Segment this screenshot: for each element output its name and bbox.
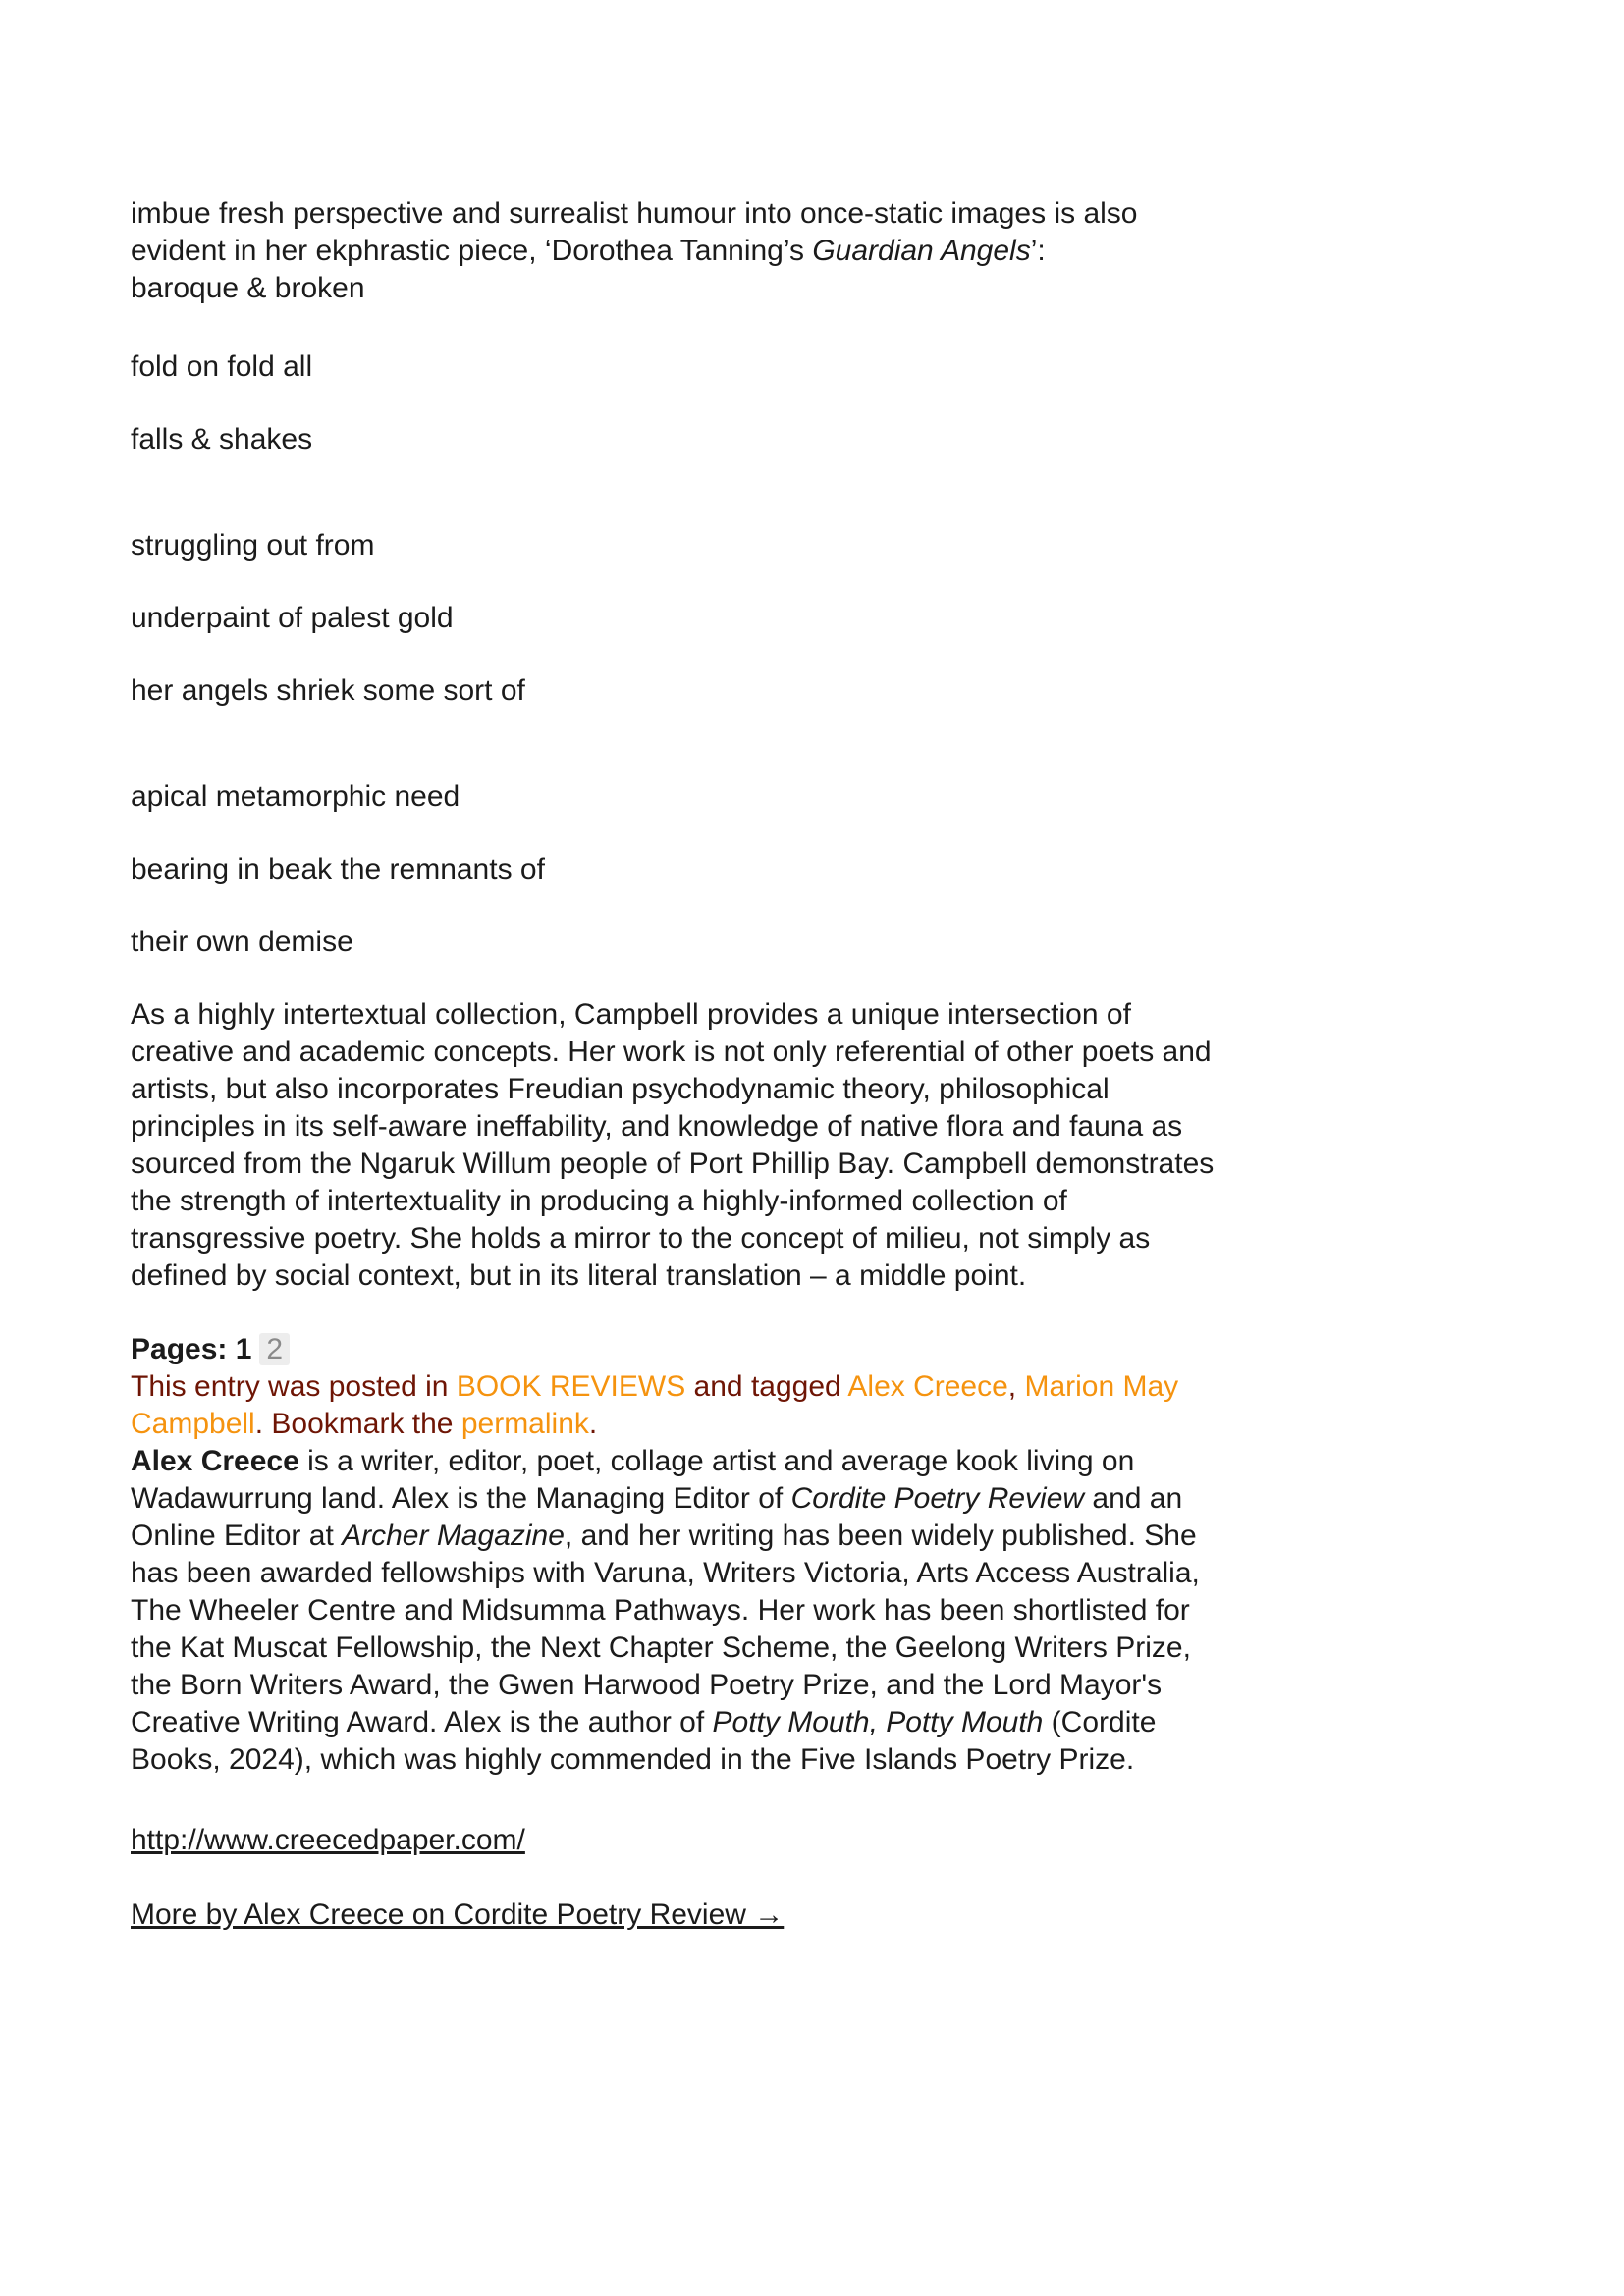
text-run: fold on fold all bbox=[131, 350, 313, 383]
poem-line-1 bbox=[131, 348, 1585, 386]
text-run: artists, but also incorporates Freudian psychodynamic theory, philosophical bbox=[131, 1073, 1110, 1105]
text-run: baroque & broken bbox=[131, 272, 365, 304]
more-by-author-link-line bbox=[131, 1896, 1585, 1934]
text-run: evident in her ekphrastic piece, ‘Dorothea Tanning’s bbox=[131, 235, 813, 267]
pagination bbox=[131, 1331, 1585, 1368]
entry-meta bbox=[131, 1368, 1585, 1443]
text-run: and an bbox=[1084, 1482, 1183, 1515]
poem-line-6 bbox=[131, 778, 1585, 816]
text-run: imbue fresh perspective and surrealist humour into once-static images is also bbox=[131, 197, 1138, 230]
text-run: struggling out from bbox=[131, 529, 375, 561]
text-run: Online Editor at bbox=[131, 1520, 343, 1552]
text-run: Creative Writing Award. Alex is the author of bbox=[131, 1706, 713, 1738]
text-run: defined by social context, but in its literal translation – a middle point. bbox=[131, 1259, 1027, 1292]
permalink-link[interactable]: permalink bbox=[460, 1408, 589, 1440]
category-book-reviews-link[interactable]: BOOK REVIEWS bbox=[456, 1370, 686, 1403]
text-run: The Wheeler Centre and Midsumma Pathways. Her work has been shortlisted for bbox=[131, 1594, 1190, 1627]
tag-marion-may-campbell-link[interactable]: Campbell bbox=[131, 1408, 255, 1440]
page-2-link[interactable]: 2 bbox=[259, 1333, 290, 1365]
text-run: is a writer, editor, poet, collage artist and average kook living on bbox=[298, 1445, 1135, 1477]
author-website-link[interactable]: http://www.creecedpaper.com/ bbox=[131, 1824, 525, 1856]
poem-line-7 bbox=[131, 851, 1585, 888]
tag-alex-creece-link[interactable]: Alex Creece bbox=[847, 1370, 1008, 1403]
text-run: bearing in beak the remnants of bbox=[131, 853, 545, 885]
poem-line-5 bbox=[131, 672, 1585, 710]
text-run: principles in its self-aware ineffability, and knowledge of native flora and fauna as bbox=[131, 1110, 1183, 1143]
text-run: the strength of intertextuality in producing a highly-informed collection of bbox=[131, 1185, 1067, 1217]
text-run: her angels shriek some sort of bbox=[131, 674, 525, 707]
text-run: the Born Writers Award, the Gwen Harwood Poetry Prize, and the Lord Mayor's bbox=[131, 1669, 1163, 1701]
text-run: transgressive poetry. She holds a mirror to the concept of milieu, not simply as bbox=[131, 1222, 1151, 1255]
text-run: and tagged bbox=[685, 1370, 848, 1403]
text-run: , bbox=[1007, 1370, 1025, 1403]
text-run: creative and academic concepts. Her work is not only referential of other poets and bbox=[131, 1036, 1212, 1068]
italic-text: Archer Magazine bbox=[342, 1520, 565, 1552]
poem-line-8 bbox=[131, 924, 1585, 961]
text-run: Wadawurrung land. Alex is the Managing Editor of bbox=[131, 1482, 791, 1515]
text-run: their own demise bbox=[131, 926, 353, 958]
poem-line-4 bbox=[131, 600, 1585, 637]
text-run: , and her writing has been widely published. She bbox=[564, 1520, 1197, 1552]
author-name: Alex Creece bbox=[131, 1445, 299, 1477]
current-page-label: Pages: 1 bbox=[131, 1333, 252, 1365]
poem-line-3 bbox=[131, 527, 1585, 564]
text-run: . bbox=[588, 1408, 598, 1440]
text-run: underpaint of palest gold bbox=[131, 602, 454, 634]
poem-line-2 bbox=[131, 421, 1585, 458]
text-run: As a highly intertextual collection, Campbell provides a unique intersection of bbox=[131, 998, 1131, 1031]
review-excerpt-paragraph bbox=[131, 195, 1585, 307]
text-run: This entry was posted in bbox=[131, 1370, 457, 1403]
text-run: the Kat Muscat Fellowship, the Next Chapter Scheme, the Geelong Writers Prize, bbox=[131, 1631, 1191, 1664]
review-analysis-paragraph bbox=[131, 996, 1585, 1295]
text-run: . Bookmark the bbox=[254, 1408, 461, 1440]
text-run: Books, 2024), which was highly commended in the Five Islands Poetry Prize. bbox=[131, 1743, 1135, 1776]
italic-text: Cordite Poetry Review bbox=[790, 1482, 1085, 1515]
text-run: apical metamorphic need bbox=[131, 780, 460, 813]
text-run: ’: bbox=[1030, 235, 1046, 267]
text-run: (Cordite bbox=[1043, 1706, 1157, 1738]
italic-text: Guardian Angels bbox=[812, 235, 1031, 267]
text-run: falls & shakes bbox=[131, 423, 313, 455]
text-run: sourced from the Ngaruk Willum people of Port Phillip Bay. Campbell demonstrates bbox=[131, 1148, 1215, 1180]
author-website-link-line bbox=[131, 1822, 1585, 1859]
italic-text: Potty Mouth, Potty Mouth bbox=[712, 1706, 1044, 1738]
tag-marion-may-campbell-link[interactable]: Marion May bbox=[1024, 1370, 1179, 1403]
more-by-author-link[interactable]: More by Alex Creece on Cordite Poetry Review → bbox=[131, 1898, 785, 1931]
text-run: has been awarded fellowships with Varuna, Writers Victoria, Arts Access Australia, bbox=[131, 1557, 1200, 1589]
author-bio bbox=[131, 1443, 1585, 1779]
